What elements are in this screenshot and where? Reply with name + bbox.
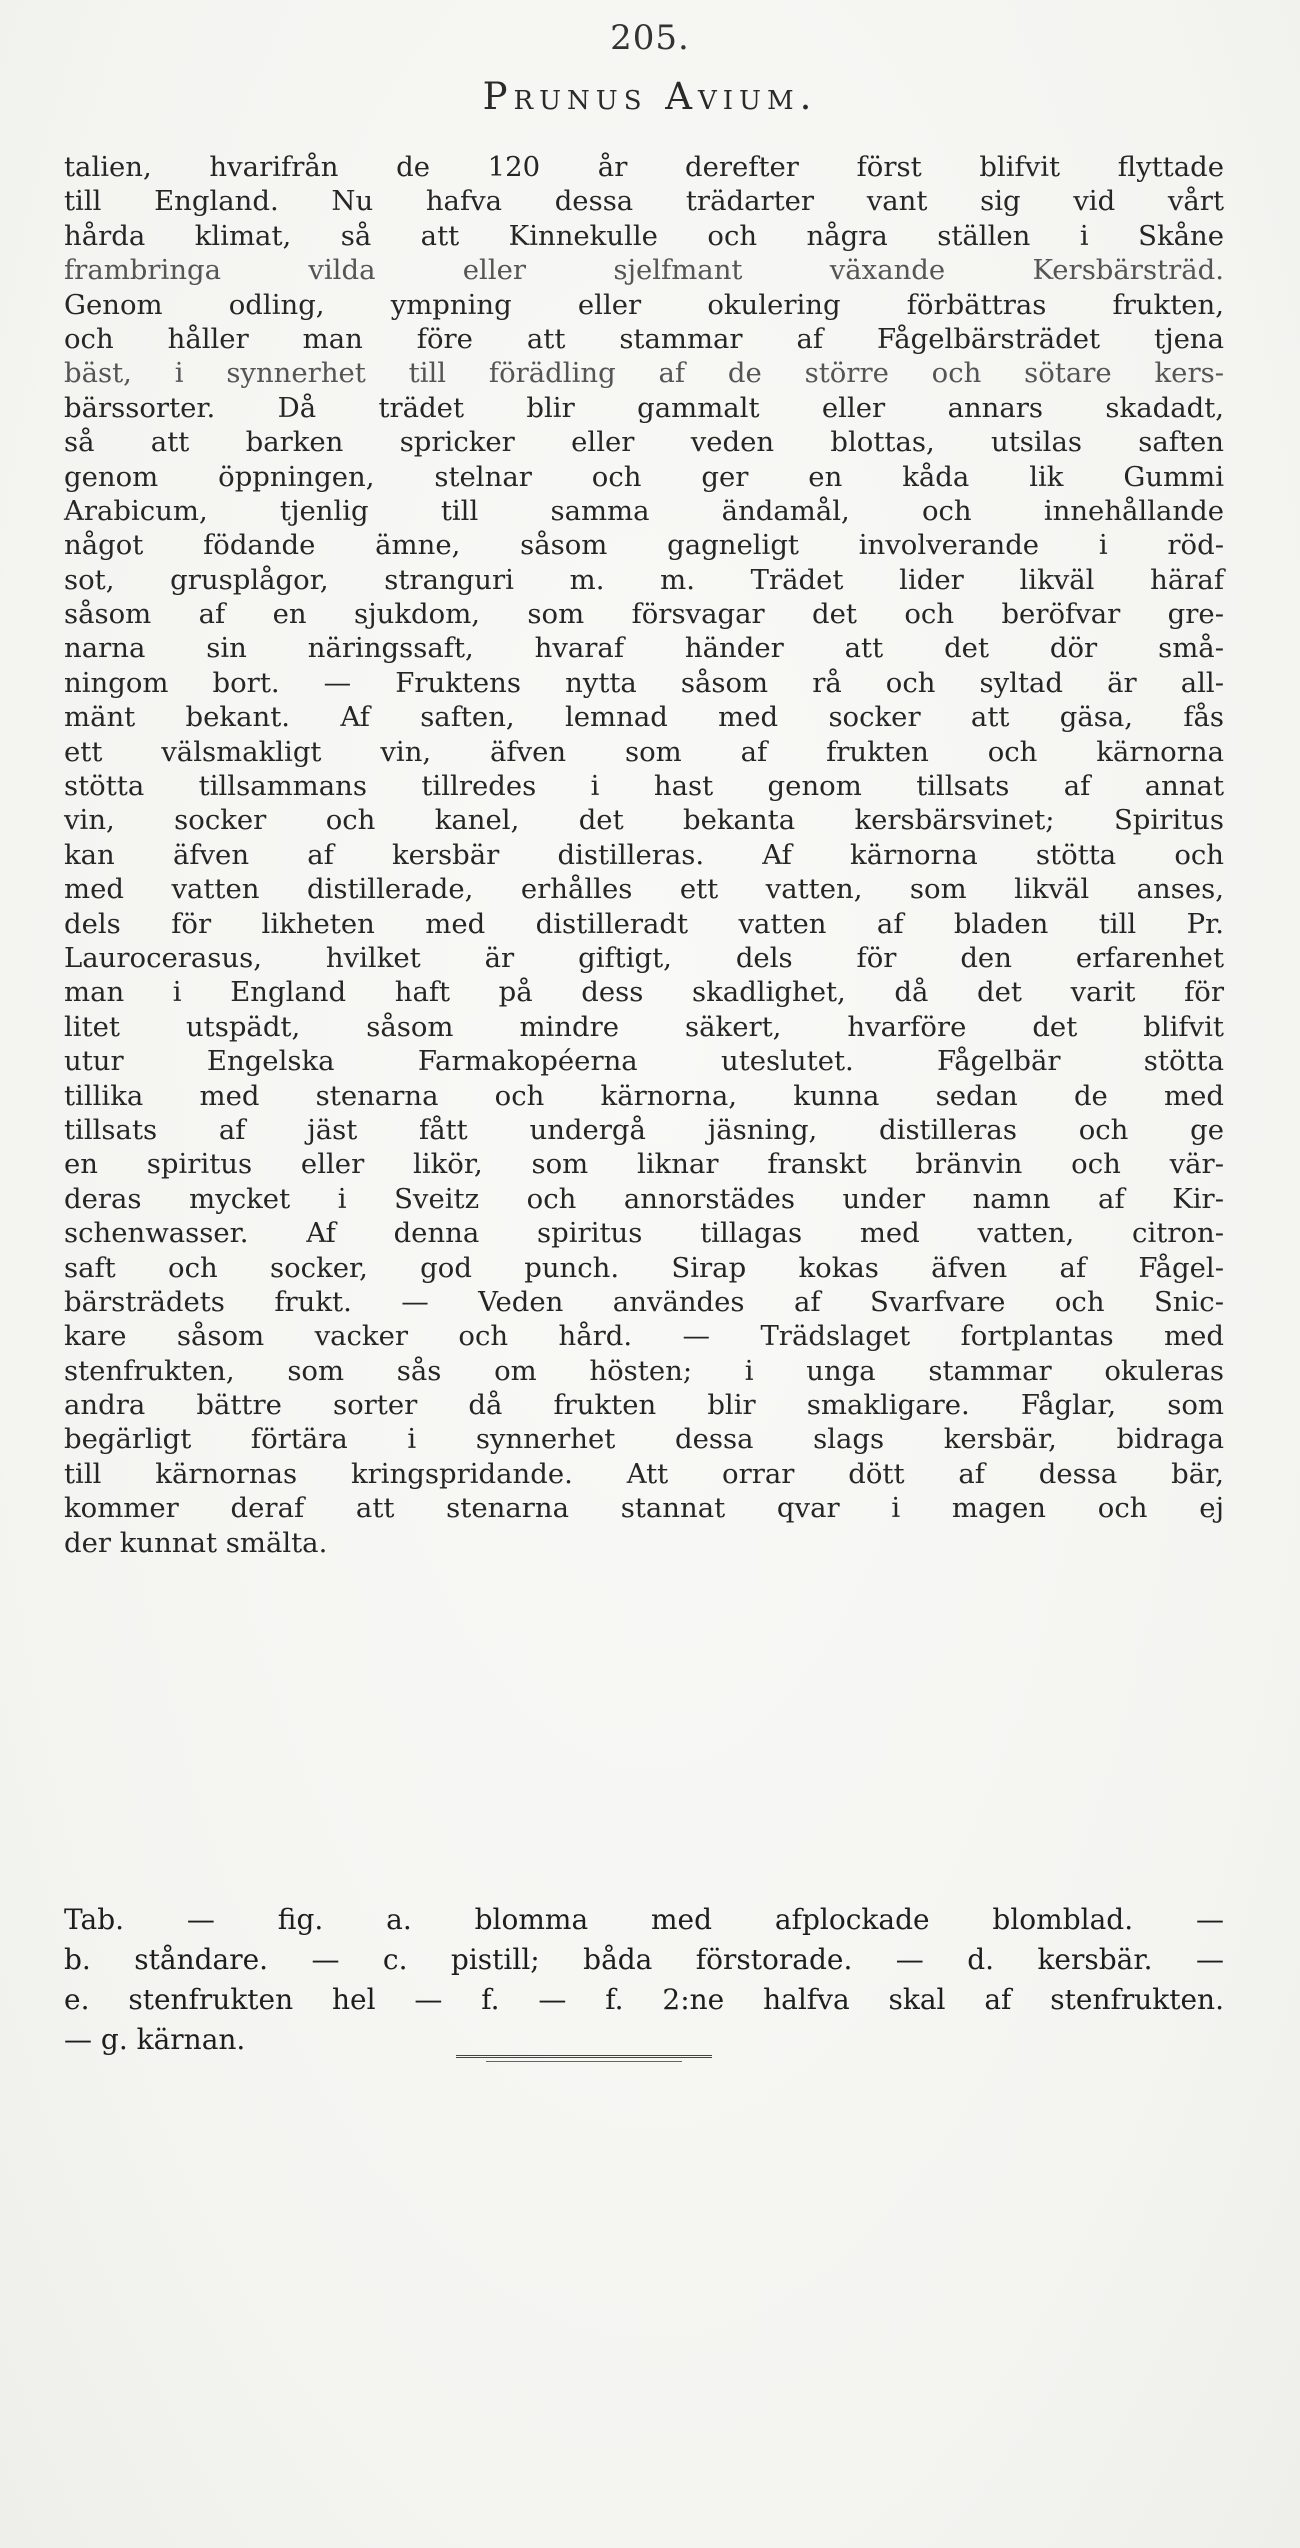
- body-line: deras mycket i Sveitz och annorstädes under namn af Kir-: [64, 1182, 1224, 1215]
- body-text: [64, 150, 1224, 1560]
- body-line: narna sin näringssaft, hvaraf händer att det dör små-: [64, 632, 1224, 665]
- body-line: frambringa vilda eller sjelfmant växande Kersbärsträd.: [64, 254, 1224, 287]
- body-line: andra bättre sorter då frukten blir smakligare. Fåglar, som: [64, 1389, 1224, 1422]
- body-line: bärssorter. Då trädet blir gammalt eller annars skadadt,: [64, 391, 1224, 424]
- body-line: och håller man före att stammar af Fågelbärsträdet tjena: [64, 322, 1224, 355]
- body-line: bärsträdets frukt. — Veden användes af Svarfvare och Snic-: [64, 1285, 1224, 1318]
- body-line: vin, socker och kanel, det bekanta kersbärsvinet; Spiritus: [64, 804, 1224, 837]
- body-line: Arabicum, tjenlig till samma ändamål, och innehållande: [64, 494, 1224, 527]
- body-line: tillika med stenarna och kärnorna, kunna sedan de med: [64, 1079, 1224, 1112]
- body-line: genom öppningen, stelnar och ger en kåda lik Gummi: [64, 460, 1224, 493]
- body-line: Genom odling, ympning eller okulering förbättras frukten,: [64, 288, 1224, 321]
- caption-line: b. ståndare. — c. pistill; båda förstorade. — d. kersbär. —: [64, 1943, 1224, 1976]
- body-line: något födande ämne, såsom gagneligt involverande i röd-: [64, 529, 1224, 562]
- body-line: ningom bort. — Fruktens nytta såsom rå och syltad är all-: [64, 666, 1224, 699]
- body-line: schenwasser. Af denna spiritus tillagas med vatten, citron-: [64, 1217, 1224, 1250]
- body-line: litet utspädt, såsom mindre säkert, hvarföre det blifvit: [64, 1010, 1224, 1043]
- body-line: till kärnornas kringspridande. Att orrar dött af dessa bär,: [64, 1457, 1224, 1490]
- body-line: till England. Nu hafva dessa trädarter vant sig vid vårt: [64, 185, 1224, 218]
- body-line: med vatten distillerade, erhålles ett vatten, som likväl anses,: [64, 873, 1224, 906]
- running-head: Prunus Avium.: [482, 75, 818, 118]
- caption-line: Tab. — fig. a. blomma med afplockade blomblad. —: [64, 1903, 1224, 1936]
- body-line: bäst, i synnerhet till förädling af de större och sötare kers-: [64, 357, 1224, 390]
- body-line: saft och socker, god punch. Sirap kokas äfven af Fågel-: [64, 1251, 1224, 1284]
- body-line: kare såsom vacker och hård. — Trädslaget fortplantas med: [64, 1320, 1224, 1353]
- body-line: hårda klimat, så att Kinnekulle och några ställen i Skåne: [64, 219, 1224, 252]
- body-line: så att barken spricker eller veden blottas, utsilas saften: [64, 426, 1224, 459]
- caption-line: e. stenfrukten hel — f. — f. 2:ne halfva skal af stenfrukten.: [64, 1983, 1224, 2016]
- plate-caption: [64, 1900, 1224, 2060]
- body-line: stenfrukten, som sås om hösten; i unga stammar okuleras: [64, 1354, 1224, 1387]
- closing-rule: [456, 2055, 712, 2058]
- body-line: stötta tillsammans tillredes i hast genom tillsats af annat: [64, 770, 1224, 803]
- body-line: dels för likheten med distilleradt vatten af bladen till Pr.: [64, 907, 1224, 940]
- body-line: såsom af en sjukdom, som försvagar det och beröfvar gre-: [64, 598, 1224, 631]
- body-line: ett välsmakligt vin, äfven som af frukten och kärnorna: [64, 735, 1224, 768]
- body-line: sot, grusplågor, stranguri m. m. Trädet lider likväl häraf: [64, 563, 1224, 596]
- body-line: talien, hvarifrån de 120 år derefter först blifvit flyttade: [64, 151, 1224, 183]
- body-line: Laurocerasus, hvilket är giftigt, dels för den erfarenhet: [64, 941, 1224, 974]
- body-line: mänt bekant. Af saften, lemnad med socker att gäsa, fås: [64, 701, 1224, 734]
- body-line: kan äfven af kersbär distilleras. Af kärnorna stötta och: [64, 838, 1224, 871]
- body-line: kommer deraf att stenarna stannat qvar i magen och ej: [64, 1492, 1224, 1525]
- page-number: 205.: [610, 18, 690, 58]
- body-line: tillsats af jäst fått undergå jäsning, distilleras och ge: [64, 1113, 1224, 1146]
- body-line: begärligt förtära i synnerhet dessa slags kersbär, bidraga: [64, 1423, 1224, 1456]
- body-line: der kunnat smälta.: [64, 1526, 328, 1559]
- body-line: utur Engelska Farmakopéerna uteslutet. Fågelbär stötta: [64, 1045, 1224, 1078]
- body-line: man i England haft på dess skadlighet, då det varit för: [64, 976, 1224, 1009]
- body-line: en spiritus eller likör, som liknar franskt bränvin och vär-: [64, 1148, 1224, 1181]
- caption-line: — g. kärnan.: [64, 2023, 246, 2056]
